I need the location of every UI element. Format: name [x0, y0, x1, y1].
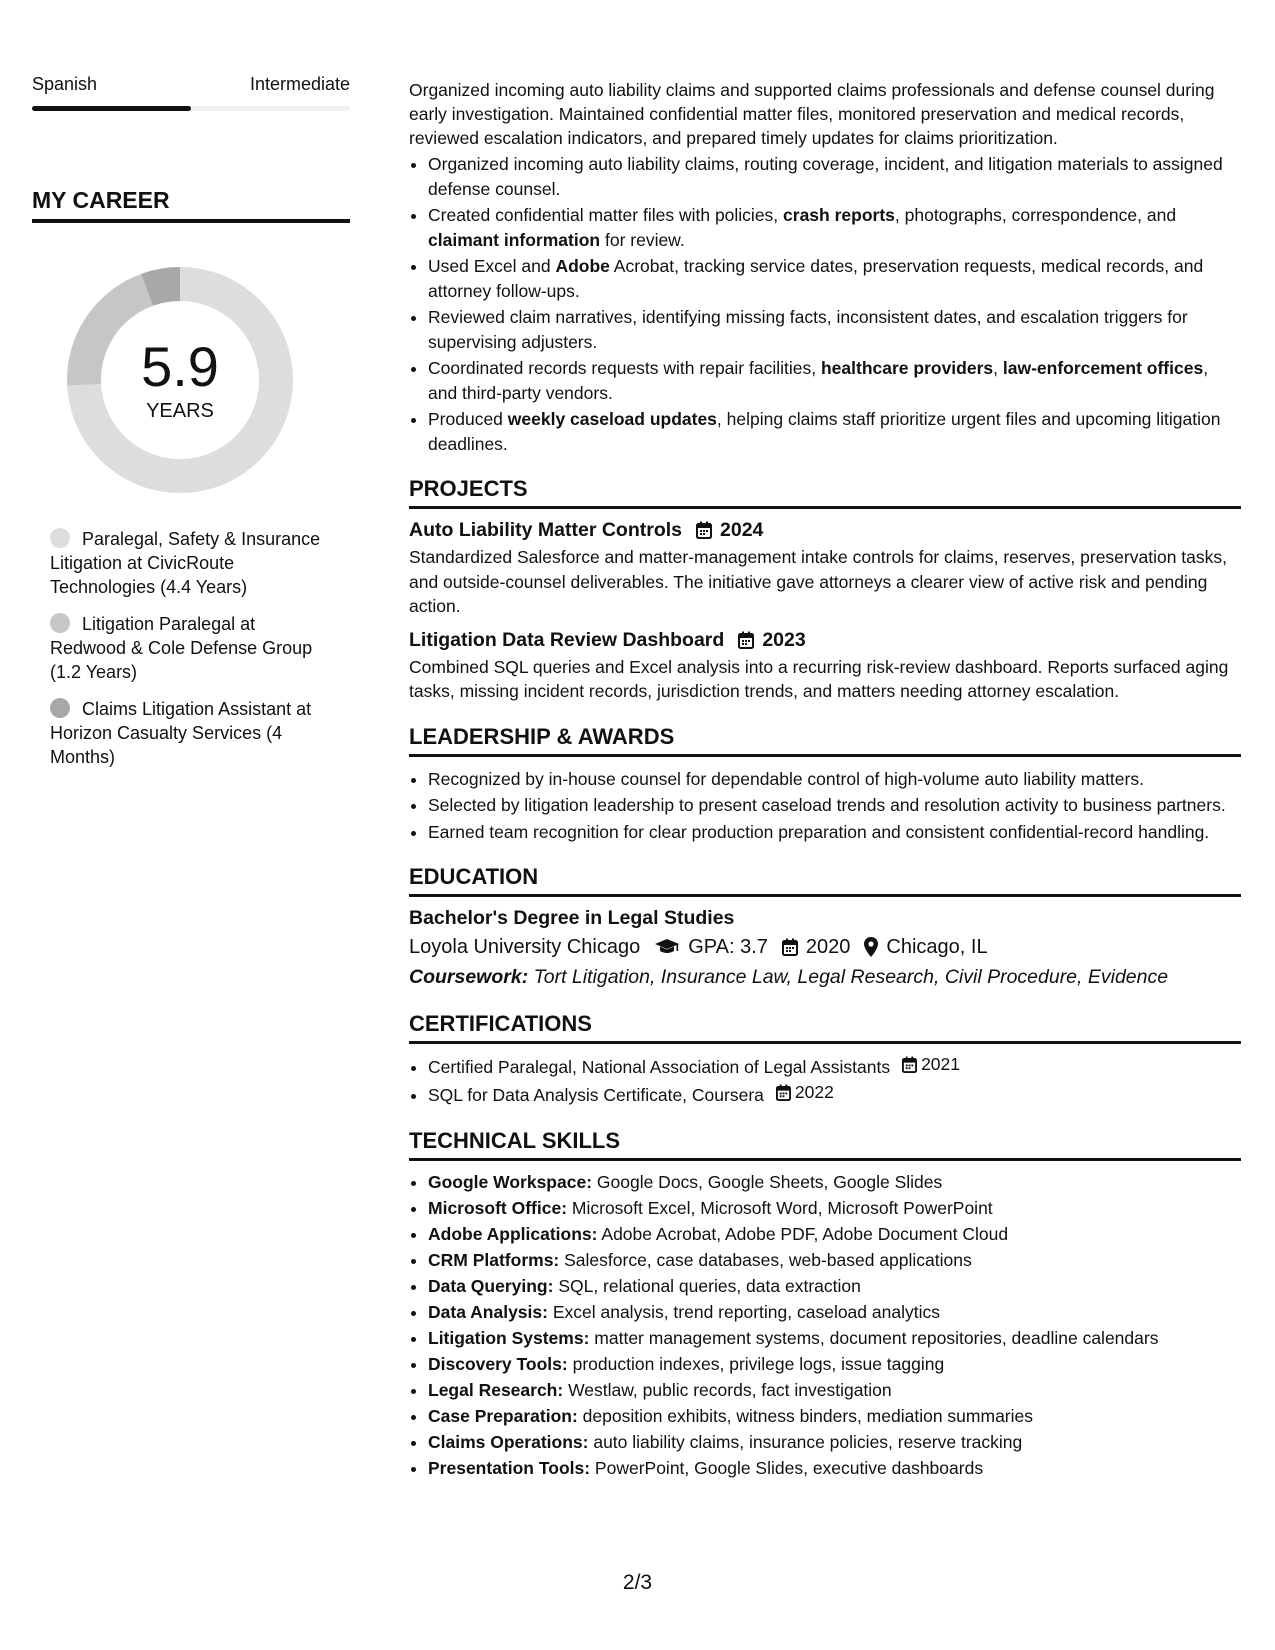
list-item: [428, 1403, 1241, 1429]
list-item: [428, 1351, 1241, 1377]
education-year: 2020: [805, 936, 851, 958]
career-legend-item: [50, 527, 330, 599]
list-item: [428, 1325, 1241, 1351]
bullet-text: Used Excel and: [428, 256, 556, 276]
list-item: [428, 1080, 1241, 1107]
career-legend: [32, 527, 350, 769]
bullet-text: , helping claims staff prioritize urgent files and upcoming litigation deadlines.: [428, 409, 1221, 454]
calendar-icon: [696, 521, 712, 539]
page-number: 2/3: [622, 1571, 653, 1594]
skill-value: Westlaw, public records, fact investigation: [563, 1379, 892, 1400]
skill-label: Adobe Applications:: [428, 1223, 598, 1244]
legend-label: Claims Litigation Assistant at Horizon Casualty Services (4 Months): [50, 699, 312, 767]
skill-label: Claims Operations:: [428, 1431, 589, 1452]
language-name: Spanish: [32, 74, 98, 94]
education-coursework: [409, 963, 1241, 991]
list-item: [428, 1052, 1241, 1079]
legend-dot: [50, 528, 70, 548]
skill-value: Adobe Acrobat, Adobe PDF, Adobe Document Cloud: [597, 1223, 1009, 1244]
skills-title: TECHNICAL SKILLS: [409, 1128, 1241, 1161]
skill-label: Data Querying:: [428, 1275, 554, 1296]
skill-value: production indexes, privilege logs, issue tagging: [567, 1353, 945, 1374]
bullet-bold: crash reports: [783, 205, 895, 225]
skill-value: Microsoft Excel, Microsoft Word, Microsoft PowerPoint: [567, 1197, 993, 1218]
skill-label: CRM Platforms:: [428, 1249, 560, 1270]
career-donut-chart: [67, 267, 293, 493]
list-item: [428, 1247, 1241, 1273]
career-legend-item: [50, 612, 330, 684]
location-pin-icon: [864, 937, 878, 957]
list-item: [428, 152, 1241, 201]
skill-label: Data Analysis:: [428, 1301, 548, 1322]
list-item: [428, 407, 1241, 456]
list-item: • Earned team recognition for clear production preparation and consistent confidential-record handling.: [428, 820, 1241, 845]
certification-date: [902, 1052, 960, 1077]
bullet-text: , and third-party vendors.: [428, 358, 1209, 403]
certifications-list: [409, 1052, 1241, 1108]
career-total-unit: YEARS: [146, 400, 214, 422]
skill-value: deposition exhibits, witness binders, mediation summaries: [577, 1405, 1033, 1426]
list-item: [428, 1195, 1241, 1221]
bullet-bold: weekly caseload updates: [507, 409, 717, 429]
certification-year: 2021: [921, 1054, 961, 1074]
list-item: [428, 1169, 1241, 1195]
bullet-text: , photographs, correspondence, and: [894, 205, 1177, 225]
legend-dot: [50, 698, 70, 718]
skill-label: Discovery Tools:: [428, 1353, 568, 1374]
skill-value: auto liability claims, insurance policies, reserve tracking: [588, 1431, 1023, 1452]
bullet-text: Organized incoming auto liability claims, routing coverage, incident, and litigation materials to assigned defense counsel.: [428, 154, 1223, 199]
certification-year: 2022: [794, 1082, 834, 1103]
main-content: [409, 78, 1241, 1481]
list-item: • Selected by litigation leadership to present caseload trends and resolution activity to business partners.: [428, 793, 1241, 818]
language-row: [32, 72, 350, 96]
language-level: Intermediate: [249, 74, 350, 94]
calendar-icon: [782, 938, 798, 956]
skill-label: Litigation Systems:: [428, 1327, 590, 1348]
career-title: MY CAREER: [32, 187, 350, 223]
skill-value: Salesforce, case databases, web-based applications: [559, 1249, 972, 1270]
project-year: 2023: [762, 628, 806, 651]
bullet-text: Coordinated records requests with repair facilities,: [428, 358, 821, 378]
list-item: [428, 1377, 1241, 1403]
project-date: [696, 517, 763, 543]
project-heading: [409, 517, 1241, 543]
bullet-text: ,: [993, 358, 1003, 378]
list-item: [428, 1273, 1241, 1299]
list-item: [428, 305, 1241, 354]
bullet-bold: claimant information: [428, 229, 601, 250]
education-location: Chicago, IL: [886, 936, 988, 958]
list-item: [428, 254, 1241, 303]
skill-value: Google Docs, Google Sheets, Google Slides: [592, 1171, 943, 1192]
skill-label: Presentation Tools:: [428, 1457, 591, 1478]
language-proficiency-bar: [32, 106, 350, 111]
sidebar: [32, 72, 350, 782]
career-total-value: 5.9: [141, 335, 219, 398]
donut-center: [67, 267, 293, 493]
project-name: Litigation Data Review Dashboard: [409, 628, 725, 651]
graduation-cap-icon: [654, 938, 680, 956]
bullet-text: Created confidential matter files with policies,: [428, 205, 784, 225]
skill-value: Excel analysis, trend reporting, caseload analytics: [547, 1301, 940, 1322]
skill-value: SQL, relational queries, data extraction: [553, 1275, 861, 1296]
skill-label: Microsoft Office:: [428, 1197, 568, 1218]
coursework-label: Coursework:: [409, 966, 529, 988]
bullet-text: Produced: [428, 409, 508, 429]
project-date: [738, 627, 805, 653]
education-gpa-group: [654, 933, 768, 961]
project-year: 2024: [720, 519, 764, 541]
legend-label: Paralegal, Safety & Insurance Litigation at CivicRoute Technologies (4.4 Years): [50, 529, 321, 597]
list-item: [428, 1221, 1241, 1247]
bullet-text: Reviewed claim narratives, identifying missing facts, inconsistent dates, and escalation triggers for supervising adjusters.: [428, 307, 1188, 352]
legend-dot: [50, 613, 70, 633]
education-title: EDUCATION: [409, 864, 1241, 897]
bullet-bold: Adobe: [555, 256, 610, 276]
certification-date: [776, 1080, 834, 1105]
list-item: • Recognized by in-house counsel for dependable control of high-volume auto liability matters.: [428, 767, 1241, 792]
language-proficiency-fill: [32, 106, 191, 111]
project-name: Auto Liability Matter Controls: [409, 519, 682, 541]
education-degree: Bachelor's Degree in Legal Studies: [409, 907, 735, 929]
project-description: Standardized Salesforce and matter-management intake controls for claims, reserves, preservation tasks, and outside-counsel deliverables. The initiative gave attorneys a clearer view of active risk and pending action.: [409, 547, 1228, 616]
bullet-text: Acrobat, tracking service dates, preservation requests, medical records, and attorney follow-ups.: [428, 256, 1204, 301]
bullet-bold: law-enforcement offices: [1002, 358, 1204, 378]
bullet-text: for review.: [600, 229, 685, 250]
list-item: [428, 1299, 1241, 1325]
skill-label: Google Workspace:: [428, 1171, 593, 1192]
list-item: [428, 1455, 1241, 1481]
bullet-bold: healthcare providers: [820, 358, 994, 378]
experience-summary: Organized incoming auto liability claims and supported claims professionals and defense counsel during early investigation. Maintained confidential matter files, monitored preservation and medical records, reviewed escalation indicators, and prepared timely updates for claims prioritization.: [409, 80, 1215, 148]
career-legend-item: [50, 697, 330, 769]
calendar-icon: [902, 1056, 917, 1073]
project-heading: [409, 627, 1241, 653]
leadership-list: [409, 767, 1241, 845]
list-item: [428, 203, 1241, 252]
education-year-group: [782, 933, 851, 961]
coursework-list: Tort Litigation, Insurance Law, Legal Research, Civil Procedure, Evidence: [528, 966, 1169, 988]
experience-bullets: [409, 152, 1241, 456]
skill-label: Case Preparation:: [428, 1405, 578, 1426]
legend-label: Litigation Paralegal at Redwood & Cole Defense Group (1.2 Years): [50, 614, 313, 682]
leadership-title: LEADERSHIP & AWARDS: [409, 724, 1241, 757]
education-location-group: [864, 933, 987, 961]
calendar-icon: [738, 631, 754, 649]
projects-title: PROJECTS: [409, 476, 1241, 509]
skills-list: [409, 1169, 1241, 1481]
skill-label: Legal Research:: [428, 1379, 564, 1400]
certification-name: SQL for Data Analysis Certificate, Coursera: [428, 1085, 764, 1105]
certification-name: Certified Paralegal, National Association of Legal Assistants: [428, 1056, 891, 1077]
list-item: [428, 356, 1241, 405]
education-details: [409, 933, 1241, 961]
education-school: Loyola University Chicago: [409, 936, 641, 958]
education-gpa: GPA: 3.7: [688, 936, 768, 958]
certifications-title: CERTIFICATIONS: [409, 1011, 1241, 1044]
project-description: Combined SQL queries and Excel analysis into a recurring risk-review dashboard. Reports surfaced aging tasks, missing incident records, jurisdiction trends, and matters needing attorney escalation.: [409, 656, 1229, 701]
skill-value: PowerPoint, Google Slides, executive dashboards: [590, 1457, 984, 1478]
skill-value: matter management systems, document repositories, deadline calendars: [589, 1327, 1159, 1348]
calendar-icon: [776, 1084, 791, 1101]
list-item: [428, 1429, 1241, 1455]
